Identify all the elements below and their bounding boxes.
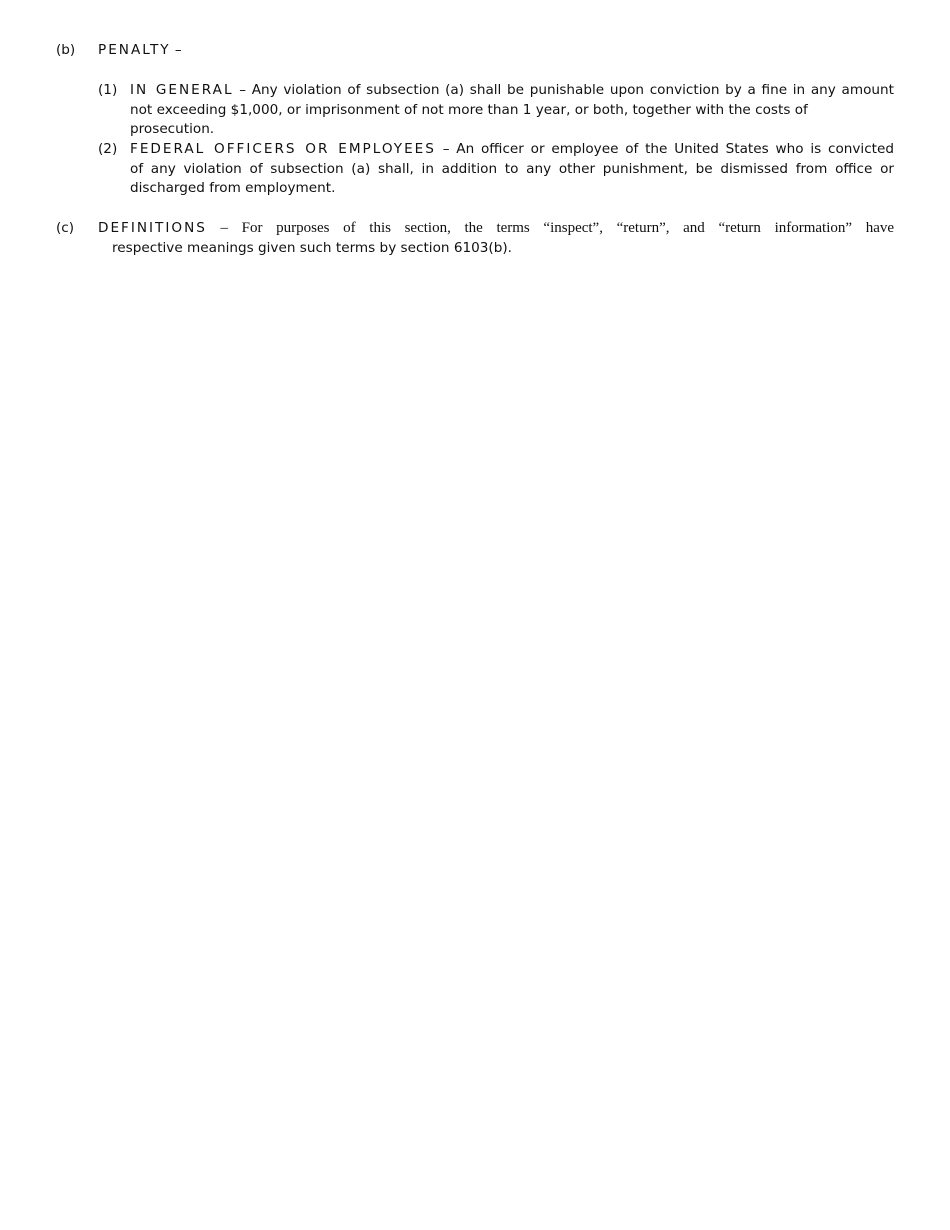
- item-1-heading: IN GENERAL: [130, 82, 234, 98]
- section-c-heading: DEFINITIONS: [98, 220, 207, 236]
- item-2-line-1: [130, 140, 894, 160]
- item-1-text-1: Any violation of subsection (a) shall be punishable upon conviction by a fine in any amount: [251, 82, 894, 98]
- item-1-paragraph: [130, 81, 894, 140]
- item-2-paragraph: [130, 140, 894, 199]
- section-b-heading: [98, 41, 182, 61]
- section-c-line-1-content: [98, 219, 894, 239]
- item-2-text-1: An officer or employee of the United States who is convicted: [456, 141, 894, 157]
- item-1-line-1: [130, 81, 894, 101]
- section-b-marker: (b): [56, 42, 76, 58]
- section-c-dash: –: [206, 220, 242, 236]
- section-c-text-2: respective meanings given such terms by section 6103(b).: [112, 239, 512, 256]
- section-c-line-1: [98, 219, 894, 239]
- item-2-line-2: of any violation of subsection (a) shall, in addition to any other punishment, be dismissed from office or: [130, 160, 894, 177]
- section-c-marker: (c): [56, 220, 75, 236]
- item-2-marker: (2): [98, 141, 118, 157]
- item-2-dash: –: [435, 141, 457, 157]
- item-1-marker: (1): [98, 82, 118, 98]
- item-2-line-3: discharged from employment.: [130, 180, 336, 196]
- section-c-line-2: [112, 239, 894, 259]
- section-c-text-1: For purposes of this section, the terms “inspect”, “return”, and “return information” have: [241, 220, 895, 236]
- item-2-heading: FEDERAL OFFICERS OR EMPLOYEES: [130, 141, 436, 157]
- section-b-dash: –: [170, 42, 182, 58]
- item-1-dash: –: [233, 82, 252, 98]
- section-b-heading-text: PENALTY: [98, 42, 171, 58]
- item-1-line-2: not exceeding $1,000, or imprisonment of not more than 1 year, or both, together with the costs of prosecution.: [130, 101, 808, 137]
